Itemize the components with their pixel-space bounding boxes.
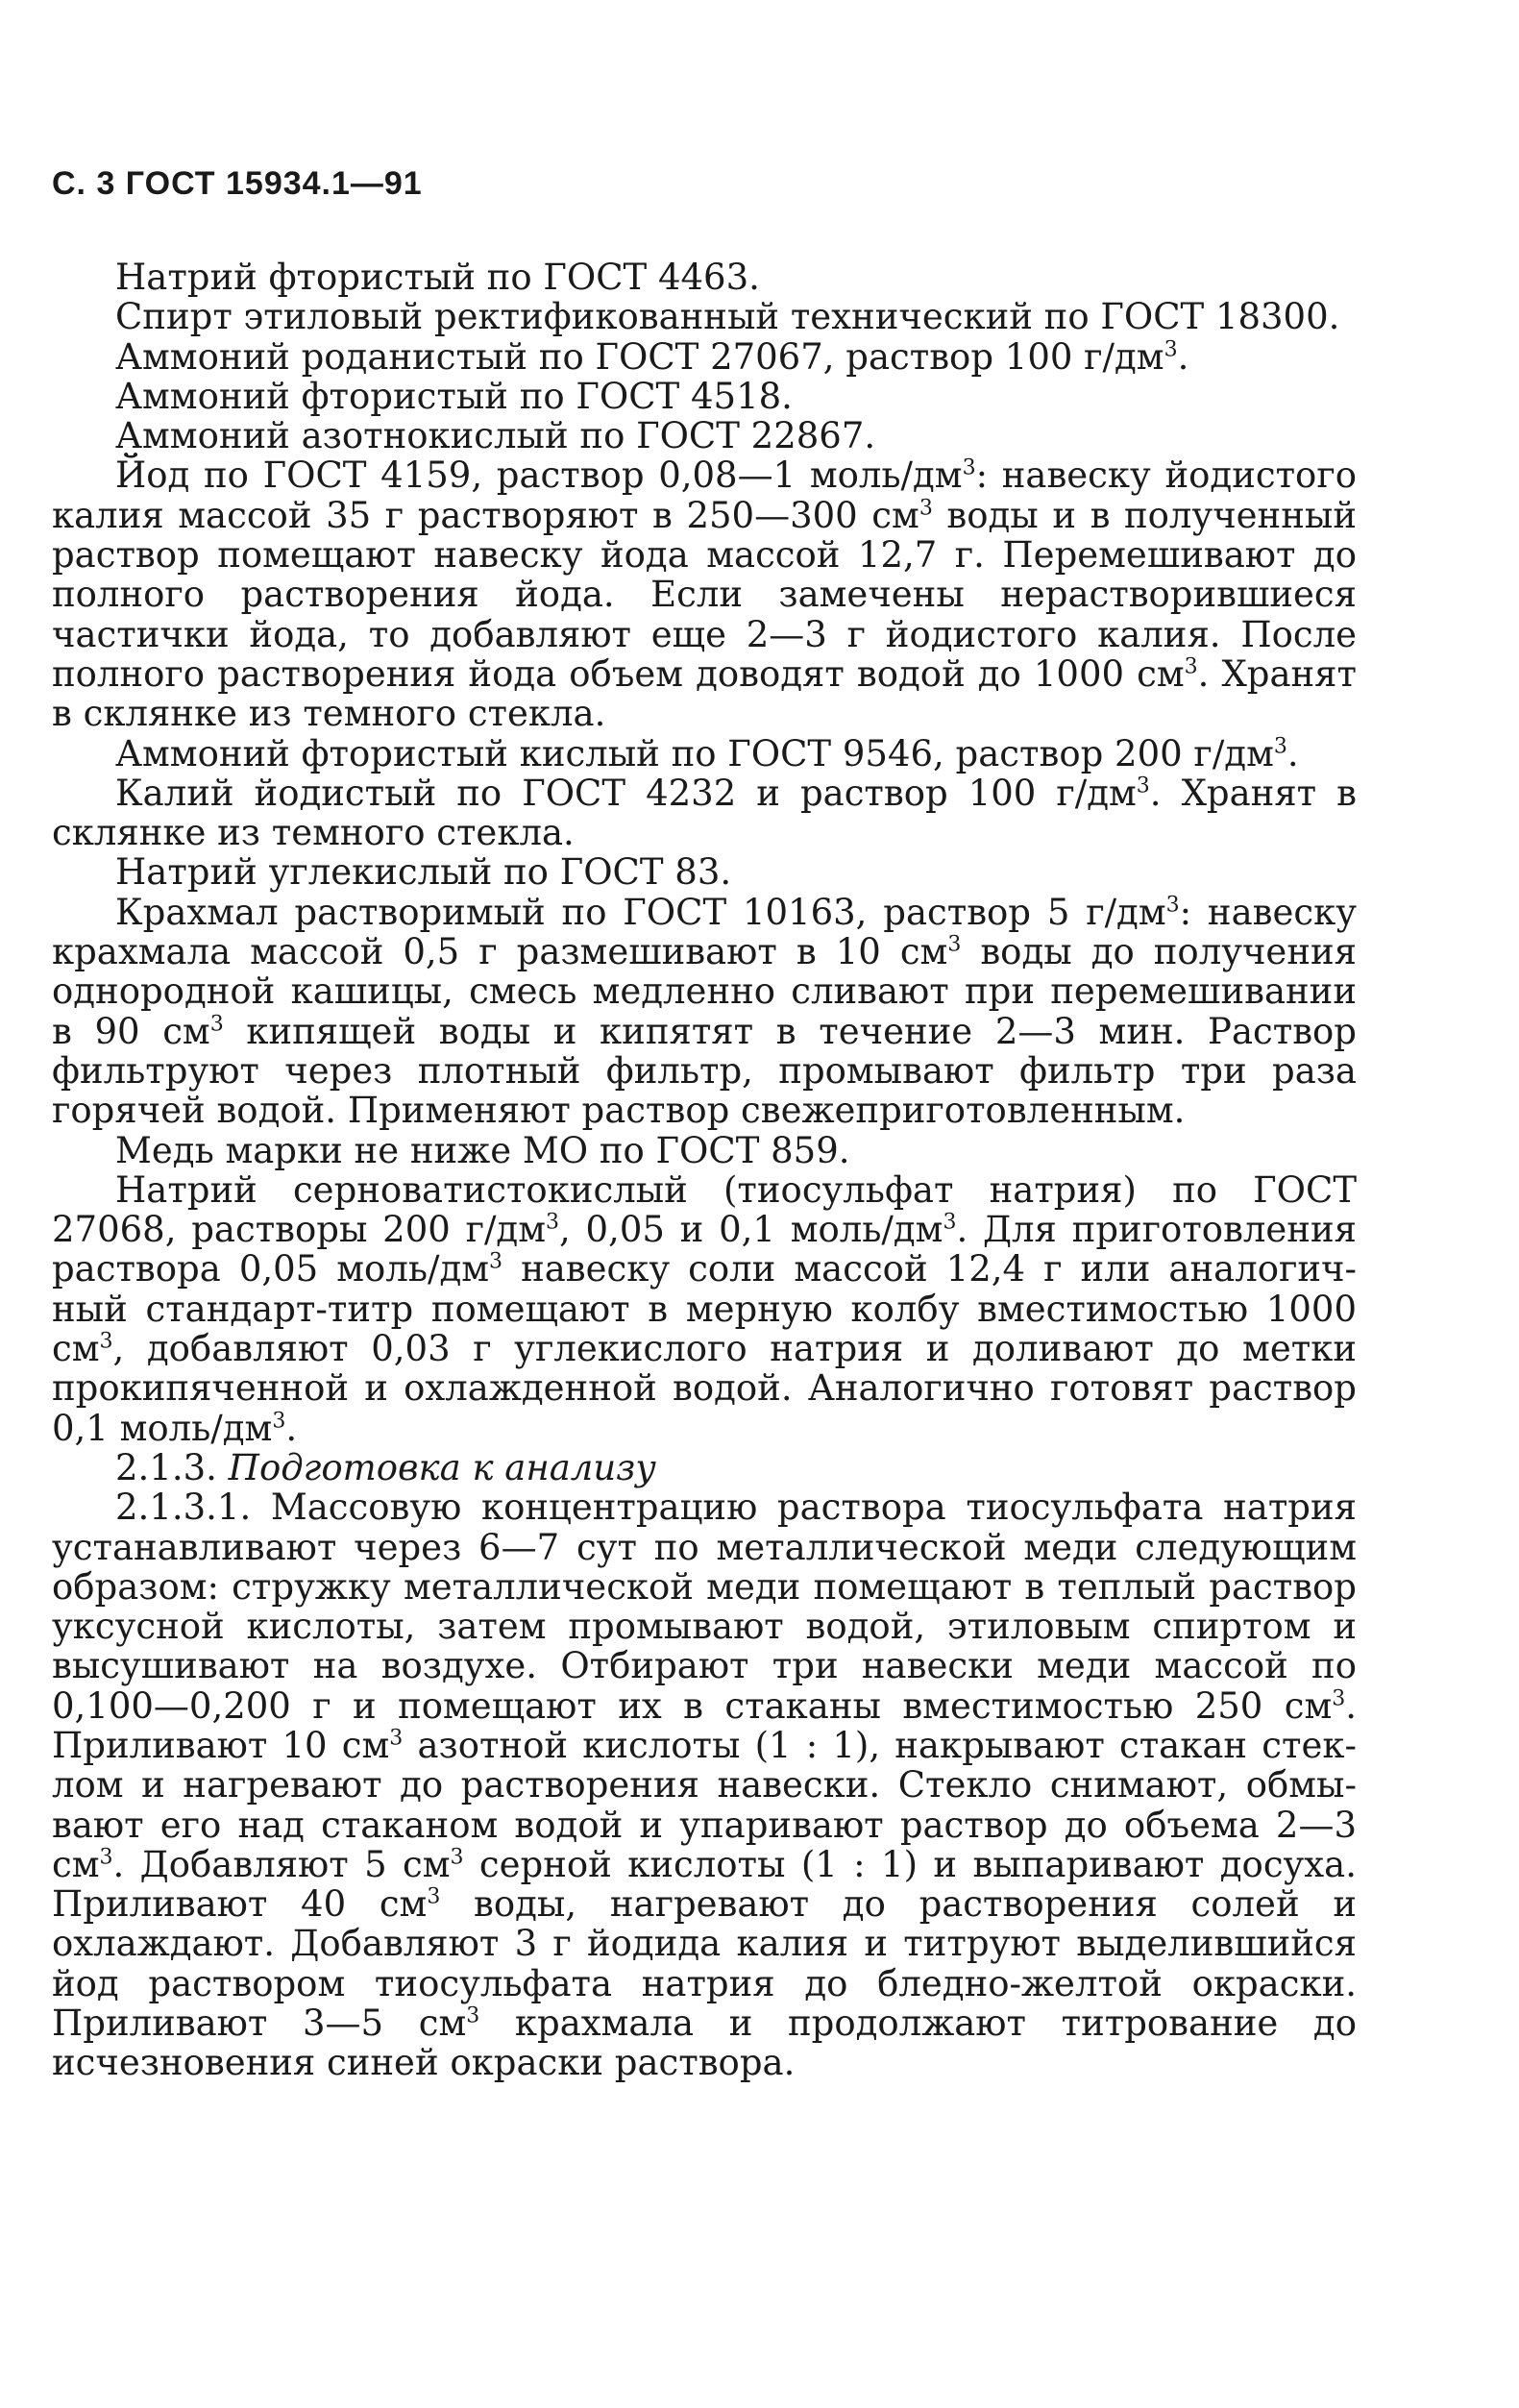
document-body: [52, 258, 1357, 2083]
paragraph-starch: Крахмал растворимый по ГОСТ 10163, раствор 5 $г/дм^3$: навеску крахмала массой 0,5 г размешивают в 10 $см^3$ воды до получения однородной кашицы, смесь медленно сливают при перемешивании в 90 $см^3$ кипящей воды и кипятят в течение 2—3 мин. Раствор фильтруют через плотный фильтр, промывают фильтр три раза горячей водой. Применяют раствор свежеприготовленным.: [52, 891, 1357, 1132]
paragraph-ammonium-bifluoride: Аммоний фтористый кислый по ГОСТ 9546, раствор 200 $г/дм^3$.: [115, 732, 1299, 774]
paragraph-ammonium-fluoride: Аммоний фтористый по ГОСТ 4518.: [115, 375, 793, 417]
paragraph-ethyl-alcohol: Спирт этиловый ректификованный технический по ГОСТ 18300.: [115, 296, 1340, 338]
paragraph-sodium-fluoride: Натрий фтористый по ГОСТ 4463.: [115, 257, 760, 298]
document-page: [52, 0, 1357, 2408]
paragraph-sodium-carbonate: Натрий углекислый по ГОСТ 83.: [115, 851, 732, 894]
paragraph-section-2-1-3-1: 2.1.3.1. Массовую концентрацию раствора тиосульфата натрия устанавливают через 6—7 сут по металлической меди следующим образом: стружку металлической меди помещают в теплый раствор уксусной кислоты, затем промывают водой, этиловым спиртом и высушивают на воздухе. Отбирают три навески меди массой по 0,100—0,200 г и помещают их в стаканы вместимостью 250 $см^3$. Приливают 10 $см^3$ азотной кислоты (1 : 1), накрывают стакан стеклом и нагревают до растворения навески. Стекло снимают, обмывают его над стаканом водой и упаривают раствор до объема 2—3 $см^3$. Добавляют 5 $см^3$ серной кислоты (1 : 1) и выпаривают досуха. Приливают 40 $см^3$ воды, нагревают до растворения солей и охлаждают. Добавляют 3 г йодида калия и титруют выделившийся йод раствором тиосульфата натрия до бледно-желтой окраски. Приливают 3—5 $см^3$ крахмала и продолжают титрование до исчезновения синей окраски раствора.: [52, 1487, 1357, 2084]
paragraph-sodium-thiosulfate: Натрий серноватистокислый (тиосульфат натрия) по ГОСТ 27068, растворы 200 $г/дм^3$, 0,05 и 0,1 моль/$дм^3$. Для приготовления раствора 0,05 моль/$дм^3$ навеску соли массой 12,4 г или аналогичный стандарт-титр помещают в мерную колбу вместимостью 1000 $см^3$, добавляют 0,03 г углекислого натрия и доливают до метки прокипяченной и охлажденной водой. Аналогично готовят раствор 0,1 моль/$дм^3$.: [52, 1168, 1357, 1449]
page-header: С. 3 ГОСТ 15934.1—91: [52, 165, 423, 202]
paragraph-potassium-iodide: Калий йодистый по ГОСТ 4232 и раствор 100 $г/дм^3$. Хранят в склянке из темного стекла.: [52, 772, 1357, 854]
paragraph-iodine: Йод по ГОСТ 4159, раствор 0,08—1 моль/$дм^3$: навеску йодистого калия массой 35 г растворяют в 250—300 $см^3$ воды и в полученный раствор помещают навеску йода массой 12,7 г. Перемешивают до полного растворения йода. Если замечены нерастворившиеся частички йода, то добавляют еще 2—3 г йодистого калия. После полного растворения йода объем доводят водой до 1000 $см^3$. Хранят в склянке из темного стекла.: [52, 455, 1357, 735]
paragraph-section-2-1-3: 2.1.3. Подготовка к анализу: [115, 1446, 656, 1488]
paragraph-ammonium-thiocyanate: Аммоний роданистый по ГОСТ 27067, раствор 100 $г/дм^3$.: [115, 335, 1189, 378]
paragraph-copper: Медь марки не ниже МО по ГОСТ 859.: [115, 1129, 850, 1171]
paragraph-ammonium-nitrate: Аммоний азотнокислый по ГОСТ 22867.: [115, 415, 876, 457]
